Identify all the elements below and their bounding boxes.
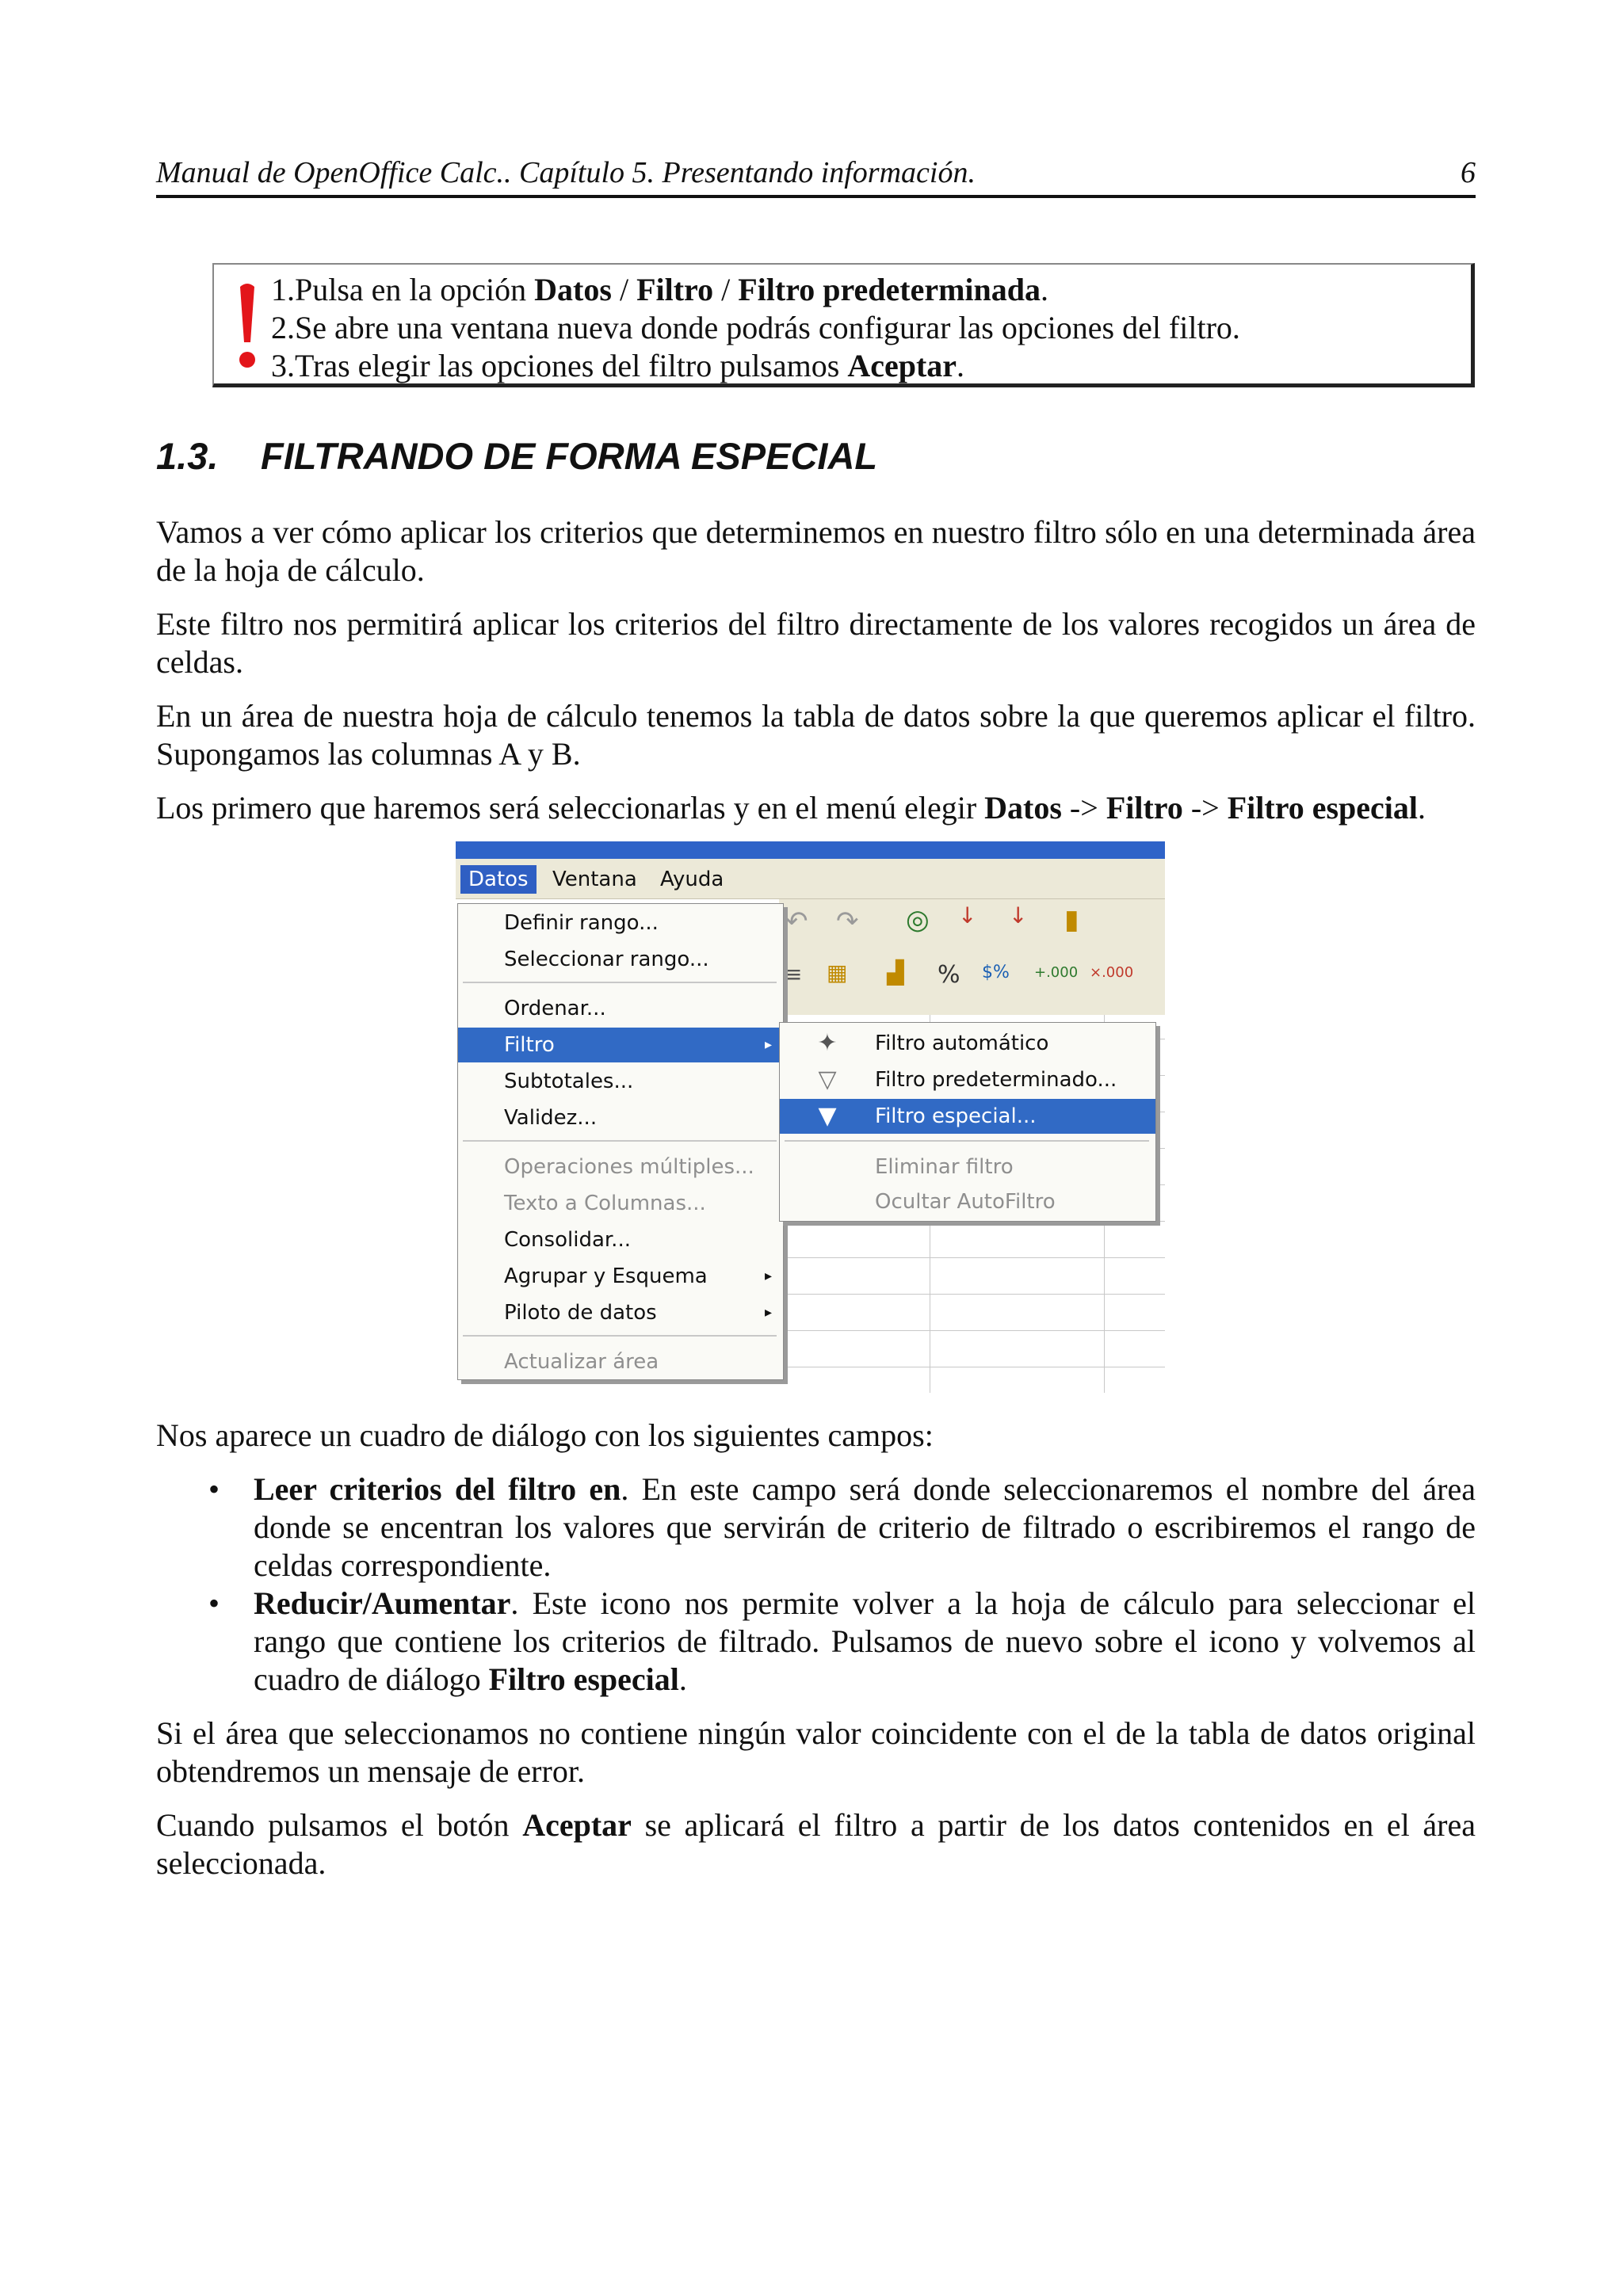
funnel-icon: ▽ xyxy=(818,1066,837,1093)
filtro-submenu xyxy=(779,1022,1156,1222)
paragraph-7: Cuando pulsamos el botón Aceptar se aplicará el filtro a partir de los datos contenidos en el área seleccionada. xyxy=(156,1807,1476,1881)
submenu-item-filtro-especial[interactable]: ▼ Filtro especial... xyxy=(780,1099,1155,1134)
menu-screenshot xyxy=(456,841,1165,1393)
menu-separator xyxy=(463,1335,777,1337)
paragraph-2: Este filtro nos permitirá aplicar los criterios del filtro directamente de los valores recogidos un área de celdas. xyxy=(156,606,1476,680)
page-header xyxy=(156,155,1476,198)
submenu-item-filtro-predeterminado[interactable]: ▽ Filtro predeterminado... xyxy=(780,1062,1155,1097)
bullet-marker: • xyxy=(208,1585,220,1621)
submenu-arrow-icon: ▸ xyxy=(764,1268,772,1284)
paragraph-5: Nos aparece un cuadro de diálogo con los siguientes campos: xyxy=(156,1417,934,1453)
menu-item-definir-rango[interactable]: Definir rango... xyxy=(504,911,659,935)
chart-icon[interactable]: ▮ xyxy=(1064,904,1079,936)
menu-item-ordenar[interactable]: Ordenar... xyxy=(504,997,606,1020)
menu-item-agrupar-esquema[interactable]: Agrupar y Esquema ▸ xyxy=(458,1259,783,1294)
menu-item-actualizar-area: Actualizar área xyxy=(504,1350,659,1374)
magic-wand-icon: ✦ xyxy=(817,1029,838,1057)
submenu-item-eliminar-filtro: Eliminar filtro xyxy=(875,1155,1014,1179)
menu-item-subtotales[interactable]: Subtotales... xyxy=(504,1070,634,1093)
add-decimal-icon[interactable]: +.000 xyxy=(1034,964,1079,981)
exclamation-icon xyxy=(238,282,257,369)
paragraph-3: En un área de nuestra hoja de cálculo tenemos la tabla de datos sobre la que queremos aplicar el filtro. Supongamos las columnas A y B. xyxy=(156,698,1476,772)
paragraph-1: Vamos a ver cómo aplicar los criterios que determinemos en nuestro filtro sólo en una determinada área de la hoja de cálculo. xyxy=(156,514,1476,588)
align-icon[interactable]: ≡ xyxy=(784,961,803,987)
page-number: 6 xyxy=(1461,156,1476,189)
note-line-3: 3.Tras elegir las opciones del filtro pulsamos Aceptar. xyxy=(271,348,965,383)
remove-decimal-icon[interactable]: ×.000 xyxy=(1090,964,1134,981)
redo-icon[interactable]: ↷ xyxy=(836,906,859,937)
navigator-icon[interactable]: ◎ xyxy=(906,904,930,936)
bullet-marker: • xyxy=(208,1471,220,1507)
section-number: 1.3. xyxy=(156,435,219,477)
percent-icon[interactable]: % xyxy=(938,961,960,989)
submenu-item-filtro-automatico[interactable]: ✦ Filtro automático xyxy=(780,1026,1155,1061)
menu-item-operaciones-multiples: Operaciones múltiples... xyxy=(504,1155,754,1179)
note-lines xyxy=(271,271,1240,385)
section-heading xyxy=(156,434,877,478)
sort-ascending-icon[interactable]: ↓ xyxy=(958,902,977,929)
toolbar-area xyxy=(779,899,1165,1015)
note-line-1: 1.Pulsa en la opción Datos / Filtro / Filtro predeterminada. xyxy=(271,272,1049,307)
submenu-item-ocultar-autofiltro: Ocultar AutoFiltro xyxy=(875,1190,1056,1214)
menu-item-seleccionar-rango[interactable]: Seleccionar rango... xyxy=(504,948,709,971)
paragraph-4: Los primero que haremos será seleccionarlas y en el menú elegir Datos -> Filtro -> Filtro especial. xyxy=(156,790,1426,826)
undo-icon[interactable]: ↶ xyxy=(785,906,808,937)
bullet-list xyxy=(156,1470,1476,1699)
window-title-bar xyxy=(456,841,1165,859)
menu-item-validez[interactable]: Validez... xyxy=(504,1106,598,1130)
list-item: • Leer criterios del filtro en. En este campo será donde seleccionaremos el nombre del área donde se encentran los valores que servirán de criterio de filtrado o escribiremos el rango de celdas correspondiente. xyxy=(208,1471,1476,1583)
menu-datos[interactable]: Datos xyxy=(460,865,537,894)
submenu-arrow-icon: ▸ xyxy=(764,1036,772,1053)
menu-ventana[interactable]: Ventana xyxy=(552,868,637,891)
header-title: Manual de OpenOffice Calc.. Capítulo 5. Presentando información. xyxy=(156,156,976,189)
section-title: FILTRANDO DE FORMA ESPECIAL xyxy=(261,435,878,477)
menu-separator xyxy=(785,1140,1149,1142)
note-box xyxy=(212,263,1475,387)
submenu-arrow-icon: ▸ xyxy=(764,1304,772,1321)
datos-menu xyxy=(457,903,784,1380)
menu-item-filtro[interactable]: Filtro ▸ xyxy=(458,1028,783,1062)
funnel-special-icon: ▼ xyxy=(818,1102,837,1130)
menu-ayuda[interactable]: Ayuda xyxy=(660,868,724,891)
sort-descending-icon[interactable]: ↓ xyxy=(1009,902,1028,929)
menu-item-texto-a-columnas: Texto a Columnas... xyxy=(504,1192,706,1215)
menu-separator xyxy=(463,1140,777,1142)
menu-separator xyxy=(463,982,777,983)
menu-bar xyxy=(456,859,1165,899)
list-item: • Reducir/Aumentar. Este icono nos permite volver a la hoja de cálculo para seleccionar el rango que contiene los criterios de filtrado. Pulsamos de nuevo sobre el icono y volvemos al cuadro de diálogo Filtro especial. xyxy=(208,1585,1476,1697)
table-icon[interactable]: ▦ xyxy=(827,959,848,986)
menu-item-piloto-datos[interactable]: Piloto de datos ▸ xyxy=(458,1295,783,1330)
menu-item-consolidar[interactable]: Consolidar... xyxy=(504,1228,631,1252)
paragraph-6: Si el área que seleccionamos no contiene ningún valor coincidente con el de la tabla de datos original obtendremos un mensaje de error. xyxy=(156,1715,1476,1789)
note-line-2: 2.Se abre una ventana nueva donde podrás configurar las opciones del filtro. xyxy=(271,310,1240,345)
number-format-icon[interactable]: $% xyxy=(982,963,1010,982)
currency-format-icon[interactable]: ▟ xyxy=(887,959,904,986)
